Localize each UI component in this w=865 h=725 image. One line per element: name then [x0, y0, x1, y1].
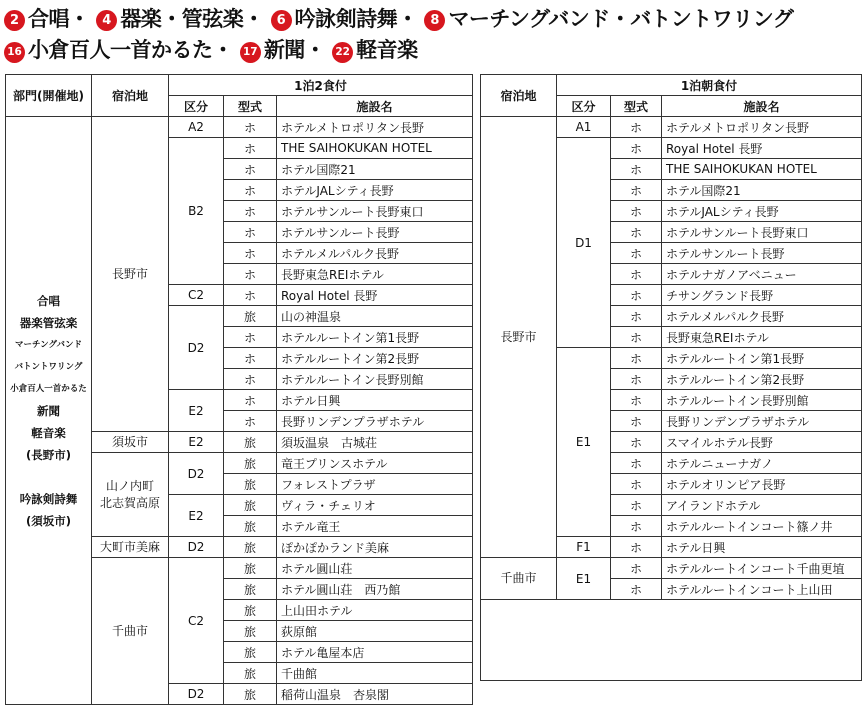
dept-line: 軽音楽: [31, 425, 66, 440]
facility-name-cell: 上山田ホテル: [277, 600, 473, 621]
lodging-city-cell: 長野市: [92, 117, 169, 432]
dept-line: (須坂市): [25, 513, 71, 528]
facility-name-cell: フォレストプラザ: [277, 474, 473, 495]
type-cell: ホ: [611, 516, 662, 537]
type-cell: ホ: [611, 432, 662, 453]
facility-name-cell: ホテルルートイン長野別館: [662, 390, 862, 411]
facility-name-cell: ぽかぽかランド美麻: [277, 537, 473, 558]
type-cell: 旅: [224, 306, 277, 327]
col-header-facility: 施設名: [662, 96, 862, 117]
col-header-type: 型式: [611, 96, 662, 117]
facility-name-cell: ホテルメトロポリタン長野: [662, 117, 862, 138]
facility-name-cell: ホテルメトロポリタン長野: [277, 117, 473, 138]
number-badge: 17: [240, 42, 261, 63]
type-cell: ホ: [224, 348, 277, 369]
facility-name-cell: ホテルルートインコート千曲更埴: [662, 558, 862, 579]
facility-name-cell: ホテルメルパルク長野: [277, 243, 473, 264]
type-cell: ホ: [611, 243, 662, 264]
type-cell: ホ: [224, 264, 277, 285]
facility-name-cell: ホテル竜王: [277, 516, 473, 537]
type-cell: ホ: [611, 264, 662, 285]
col-header-kubun: 区分: [169, 96, 224, 117]
dept-cell: [6, 117, 92, 705]
type-cell: ホ: [224, 390, 277, 411]
kubun-cell: D1: [557, 138, 611, 348]
facility-name-cell: ホテルJALシティ長野: [662, 201, 862, 222]
type-cell: ホ: [611, 579, 662, 600]
type-cell: ホ: [224, 327, 277, 348]
number-badge: 4: [96, 10, 117, 31]
kubun-cell: F1: [557, 537, 611, 558]
kubun-cell: E2: [169, 390, 224, 432]
col-header-lodging: 宿泊地: [92, 75, 169, 117]
kubun-cell: A2: [169, 117, 224, 138]
table-row: [481, 117, 862, 138]
number-badge: 22: [332, 42, 353, 63]
facility-name-cell: 長野東急REIホテル: [662, 327, 862, 348]
type-cell: ホ: [611, 558, 662, 579]
dept-line: 器楽管弦楽: [19, 315, 78, 330]
kubun-cell: E2: [169, 432, 224, 453]
heading-item: 8 マーチングバンド・バトントワリング: [424, 7, 793, 31]
type-cell: ホ: [224, 285, 277, 306]
col-header-lodging: 宿泊地: [481, 75, 557, 117]
kubun-cell: E2: [169, 495, 224, 537]
facility-name-cell: ホテルルートインコート篠ノ井: [662, 516, 862, 537]
facility-name-cell: ホテルルートイン第2長野: [277, 348, 473, 369]
facility-name-cell: ホテルナガノアベニュー: [662, 264, 862, 285]
number-badge: 6: [271, 10, 292, 31]
type-cell: 旅: [224, 600, 277, 621]
number-badge: 2: [4, 10, 25, 31]
number-badge: 8: [424, 10, 445, 31]
dept-line: (長野市): [25, 447, 71, 462]
heading-item: 6 吟詠剣詩舞・: [271, 7, 418, 31]
type-cell: ホ: [611, 180, 662, 201]
col-header-facility: 施設名: [277, 96, 473, 117]
facility-name-cell: ホテル日興: [277, 390, 473, 411]
facility-name-cell: ホテルサンルート長野: [277, 222, 473, 243]
dept-line: マーチングバンド: [15, 339, 82, 350]
type-cell: ホ: [611, 453, 662, 474]
kubun-cell: C2: [169, 285, 224, 306]
kubun-cell: B2: [169, 138, 224, 285]
kubun-cell: D2: [169, 453, 224, 495]
facility-name-cell: ホテルオリンピア長野: [662, 474, 862, 495]
facility-name-cell: ホテルルートイン第1長野: [662, 348, 862, 369]
type-cell: 旅: [224, 684, 277, 705]
type-cell: ホ: [611, 537, 662, 558]
type-cell: 旅: [224, 558, 277, 579]
type-cell: ホ: [224, 222, 277, 243]
type-cell: ホ: [224, 117, 277, 138]
type-cell: 旅: [224, 453, 277, 474]
facility-name-cell: THE SAIHOKUKAN HOTEL: [277, 138, 473, 159]
type-cell: ホ: [611, 285, 662, 306]
lodging-city-cell: 千曲市: [92, 558, 169, 705]
lodging-city-cell: 長野市: [481, 117, 557, 558]
table-row: [481, 558, 862, 579]
facility-name-cell: Royal Hotel 長野: [277, 285, 473, 306]
facility-name-cell: アイランドホテル: [662, 495, 862, 516]
facility-name-cell: ホテルルートイン第2長野: [662, 369, 862, 390]
col-header-plan: 1泊2食付: [169, 75, 473, 96]
kubun-cell: E1: [557, 348, 611, 537]
number-badge: 16: [4, 42, 25, 63]
facility-name-cell: 長野リンデンプラザホテル: [277, 411, 473, 432]
type-cell: ホ: [611, 474, 662, 495]
heading-item: 4 器楽・管弦楽・: [96, 7, 264, 31]
heading-item: 22 軽音楽: [332, 38, 418, 62]
facility-name-cell: ホテルサンルート長野東口: [662, 222, 862, 243]
type-cell: ホ: [611, 117, 662, 138]
facility-name-cell: 竜王プリンスホテル: [277, 453, 473, 474]
type-cell: ホ: [611, 159, 662, 180]
facility-name-cell: 山の神温泉: [277, 306, 473, 327]
col-header-dept: 部門(開催地): [6, 75, 92, 117]
lodging-city-cell: 千曲市: [481, 558, 557, 600]
facility-name-cell: THE SAIHOKUKAN HOTEL: [662, 159, 862, 180]
type-cell: ホ: [224, 180, 277, 201]
facility-name-cell: ホテルルートイン長野別館: [277, 369, 473, 390]
facility-name-cell: ホテルサンルート長野: [662, 243, 862, 264]
type-cell: ホ: [611, 369, 662, 390]
type-cell: ホ: [224, 201, 277, 222]
type-cell: ホ: [224, 159, 277, 180]
type-cell: ホ: [611, 222, 662, 243]
lodging-table-breakfast: [480, 74, 862, 681]
type-cell: 旅: [224, 621, 277, 642]
facility-name-cell: ホテルルートイン第1長野: [277, 327, 473, 348]
type-cell: 旅: [224, 642, 277, 663]
heading-item: 16 小倉百人一首かるた・: [4, 38, 233, 62]
col-header-plan: 1泊朝食付: [557, 75, 862, 96]
facility-name-cell: 千曲館: [277, 663, 473, 684]
dept-line: 吟詠剣詩舞: [19, 491, 78, 506]
kubun-cell: C2: [169, 558, 224, 684]
facility-name-cell: 長野リンデンプラザホテル: [662, 411, 862, 432]
type-cell: ホ: [224, 243, 277, 264]
type-cell: 旅: [224, 495, 277, 516]
dept-line: バトントワリング: [14, 361, 83, 372]
facility-name-cell: ヴィラ・チェリオ: [277, 495, 473, 516]
facility-name-cell: ホテル亀屋本店: [277, 642, 473, 663]
type-cell: 旅: [224, 432, 277, 453]
kubun-cell: E1: [557, 558, 611, 600]
facility-name-cell: ホテル国際21: [662, 180, 862, 201]
facility-name-cell: ホテルサンルート長野東口: [277, 201, 473, 222]
type-cell: 旅: [224, 537, 277, 558]
dept-line: [6, 466, 91, 488]
facility-name-cell: 稲荷山温泉 杏泉閣: [277, 684, 473, 705]
type-cell: ホ: [611, 327, 662, 348]
type-cell: ホ: [224, 369, 277, 390]
lodging-city-cell: 大町市美麻: [92, 537, 169, 558]
heading-item: 2 合唱・: [4, 7, 90, 31]
lodging-city-cell: 須坂市: [92, 432, 169, 453]
lodging-table-full-board: [5, 74, 473, 705]
facility-name-cell: 須坂温泉 古城荘: [277, 432, 473, 453]
empty-filler-row: [481, 600, 862, 681]
type-cell: ホ: [611, 201, 662, 222]
type-cell: ホ: [224, 411, 277, 432]
col-header-kubun: 区分: [557, 96, 611, 117]
type-cell: ホ: [611, 495, 662, 516]
type-cell: ホ: [611, 411, 662, 432]
heading-item: 17 新聞・: [240, 38, 326, 62]
lodging-city-cell: 山ノ内町 北志賀高原: [92, 453, 169, 537]
type-cell: 旅: [224, 663, 277, 684]
type-cell: ホ: [611, 138, 662, 159]
facility-name-cell: チサングランド長野: [662, 285, 862, 306]
heading-line-1: [4, 6, 793, 32]
facility-name-cell: スマイルホテル長野: [662, 432, 862, 453]
facility-name-cell: ホテルJALシティ長野: [277, 180, 473, 201]
type-cell: ホ: [611, 390, 662, 411]
empty-filler-cell: [481, 600, 862, 681]
type-cell: 旅: [224, 579, 277, 600]
facility-name-cell: Royal Hotel 長野: [662, 138, 862, 159]
facility-name-cell: ホテルルートインコート上山田: [662, 579, 862, 600]
facility-name-cell: ホテルメルパルク長野: [662, 306, 862, 327]
kubun-cell: D2: [169, 306, 224, 390]
dept-line: 合唱: [37, 293, 60, 308]
col-header-type: 型式: [224, 96, 277, 117]
kubun-cell: A1: [557, 117, 611, 138]
heading-line-2: [4, 37, 418, 63]
facility-name-cell: 荻原館: [277, 621, 473, 642]
facility-name-cell: ホテル国際21: [277, 159, 473, 180]
kubun-cell: D2: [169, 537, 224, 558]
type-cell: ホ: [611, 306, 662, 327]
facility-name-cell: ホテル日興: [662, 537, 862, 558]
table-row: [6, 117, 473, 138]
type-cell: 旅: [224, 516, 277, 537]
dept-line: 新聞: [37, 403, 60, 418]
facility-name-cell: ホテル圓山荘 西乃館: [277, 579, 473, 600]
facility-name-cell: ホテルニューナガノ: [662, 453, 862, 474]
type-cell: ホ: [611, 348, 662, 369]
dept-line: 小倉百人一首かるた: [10, 383, 87, 394]
type-cell: ホ: [224, 138, 277, 159]
facility-name-cell: 長野東急REIホテル: [277, 264, 473, 285]
facility-name-cell: ホテル圓山荘: [277, 558, 473, 579]
kubun-cell: D2: [169, 684, 224, 705]
type-cell: 旅: [224, 474, 277, 495]
